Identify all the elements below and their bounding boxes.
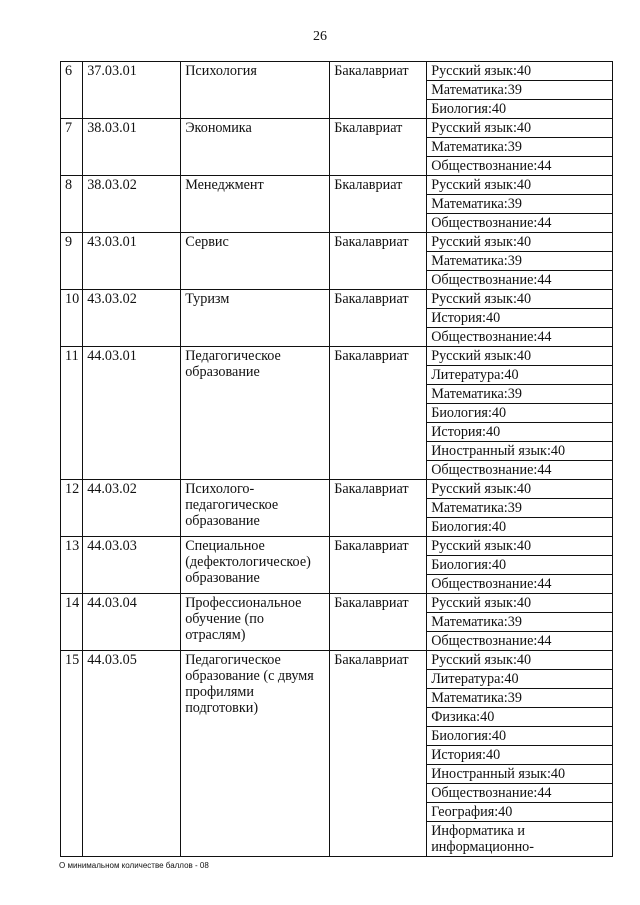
program-number: 11	[61, 347, 83, 480]
subject-min-score: Русский язык:40	[427, 290, 613, 309]
program-row	[61, 119, 613, 138]
program-level: Бакалавриат	[330, 290, 427, 347]
subject-min-score: Литература:40	[427, 670, 613, 689]
program-level: Бкалавриат	[330, 176, 427, 233]
subject-min-score: Русский язык:40	[427, 233, 613, 252]
program-level: Бакалавриат	[330, 62, 427, 119]
program-name: Профессиональное обучение (по отраслям)	[181, 594, 330, 651]
subject-min-score: Русский язык:40	[427, 119, 613, 138]
subject-min-score: Обществознание:44	[427, 271, 613, 290]
subject-min-score: Биология:40	[427, 727, 613, 746]
subject-min-score: Биология:40	[427, 100, 613, 119]
program-name: Туризм	[181, 290, 330, 347]
subject-min-score: Обществознание:44	[427, 784, 613, 803]
subject-min-score: Физика:40	[427, 708, 613, 727]
program-level: Бакалавриат	[330, 480, 427, 537]
program-row	[61, 290, 613, 309]
subject-min-score: Обществознание:44	[427, 157, 613, 176]
subject-min-score: Русский язык:40	[427, 347, 613, 366]
subject-min-score: Иностранный язык:40	[427, 442, 613, 461]
program-name: Специальное (дефектологическое) образование	[181, 537, 330, 594]
footer-note: О минимальном количестве баллов - 08	[59, 861, 209, 870]
subject-min-score: Литература:40	[427, 366, 613, 385]
subject-min-score: Обществознание:44	[427, 461, 613, 480]
subject-min-score: История:40	[427, 746, 613, 765]
subject-min-score: Математика:39	[427, 138, 613, 157]
program-number: 8	[61, 176, 83, 233]
program-level: Бакалавриат	[330, 537, 427, 594]
program-name: Экономика	[181, 119, 330, 176]
program-row	[61, 537, 613, 556]
subject-min-score: Русский язык:40	[427, 537, 613, 556]
program-level: Бакалавриат	[330, 233, 427, 290]
subject-min-score: История:40	[427, 423, 613, 442]
subject-min-score: Обществознание:44	[427, 328, 613, 347]
program-row	[61, 347, 613, 366]
program-level: Бакалавриат	[330, 347, 427, 480]
program-name: Менеджмент	[181, 176, 330, 233]
page-number: 26	[313, 29, 327, 44]
program-number: 7	[61, 119, 83, 176]
program-number: 13	[61, 537, 83, 594]
program-number: 10	[61, 290, 83, 347]
program-code: 44.03.04	[83, 594, 181, 651]
program-code: 37.03.01	[83, 62, 181, 119]
programs-table-body	[61, 62, 613, 857]
subject-min-score: Русский язык:40	[427, 651, 613, 670]
program-row	[61, 176, 613, 195]
subject-min-score: Математика:39	[427, 613, 613, 632]
program-row	[61, 480, 613, 499]
subject-min-score: Русский язык:40	[427, 480, 613, 499]
program-level: Бакалавриат	[330, 594, 427, 651]
program-row	[61, 651, 613, 670]
subject-min-score: Обществознание:44	[427, 575, 613, 594]
subject-min-score: Русский язык:40	[427, 176, 613, 195]
program-code: 44.03.02	[83, 480, 181, 537]
subject-min-score: Обществознание:44	[427, 632, 613, 651]
program-row	[61, 594, 613, 613]
subject-min-score: Биология:40	[427, 556, 613, 575]
subject-min-score: Математика:39	[427, 195, 613, 214]
subject-min-score: Русский язык:40	[427, 62, 613, 81]
subject-min-score: Русский язык:40	[427, 594, 613, 613]
program-name: Педагогическое образование	[181, 347, 330, 480]
subject-min-score: Математика:39	[427, 499, 613, 518]
subject-min-score: Биология:40	[427, 518, 613, 537]
program-name: Психология	[181, 62, 330, 119]
program-number: 6	[61, 62, 83, 119]
program-row	[61, 233, 613, 252]
subject-min-score: Математика:39	[427, 689, 613, 708]
program-name: Педагогическое образование (с двумя профилями подготовки)	[181, 651, 330, 857]
subject-min-score: Информатика и информационно-	[427, 822, 613, 857]
program-number: 14	[61, 594, 83, 651]
program-code: 44.03.03	[83, 537, 181, 594]
program-level: Бакалавриат	[330, 651, 427, 857]
programs-table	[60, 61, 613, 857]
program-name: Психолого-педагогическое образование	[181, 480, 330, 537]
subject-min-score: Математика:39	[427, 252, 613, 271]
subject-min-score: История:40	[427, 309, 613, 328]
subject-min-score: Иностранный язык:40	[427, 765, 613, 784]
subject-min-score: Математика:39	[427, 81, 613, 100]
program-code: 38.03.01	[83, 119, 181, 176]
program-name: Сервис	[181, 233, 330, 290]
program-code: 44.03.01	[83, 347, 181, 480]
program-number: 9	[61, 233, 83, 290]
subject-min-score: Биология:40	[427, 404, 613, 423]
subject-min-score: Обществознание:44	[427, 214, 613, 233]
program-code: 44.03.05	[83, 651, 181, 857]
subject-min-score: География:40	[427, 803, 613, 822]
program-code: 43.03.02	[83, 290, 181, 347]
program-number: 15	[61, 651, 83, 857]
program-number: 12	[61, 480, 83, 537]
subject-min-score: Математика:39	[427, 385, 613, 404]
program-row	[61, 62, 613, 81]
program-code: 43.03.01	[83, 233, 181, 290]
program-level: Бкалавриат	[330, 119, 427, 176]
program-code: 38.03.02	[83, 176, 181, 233]
